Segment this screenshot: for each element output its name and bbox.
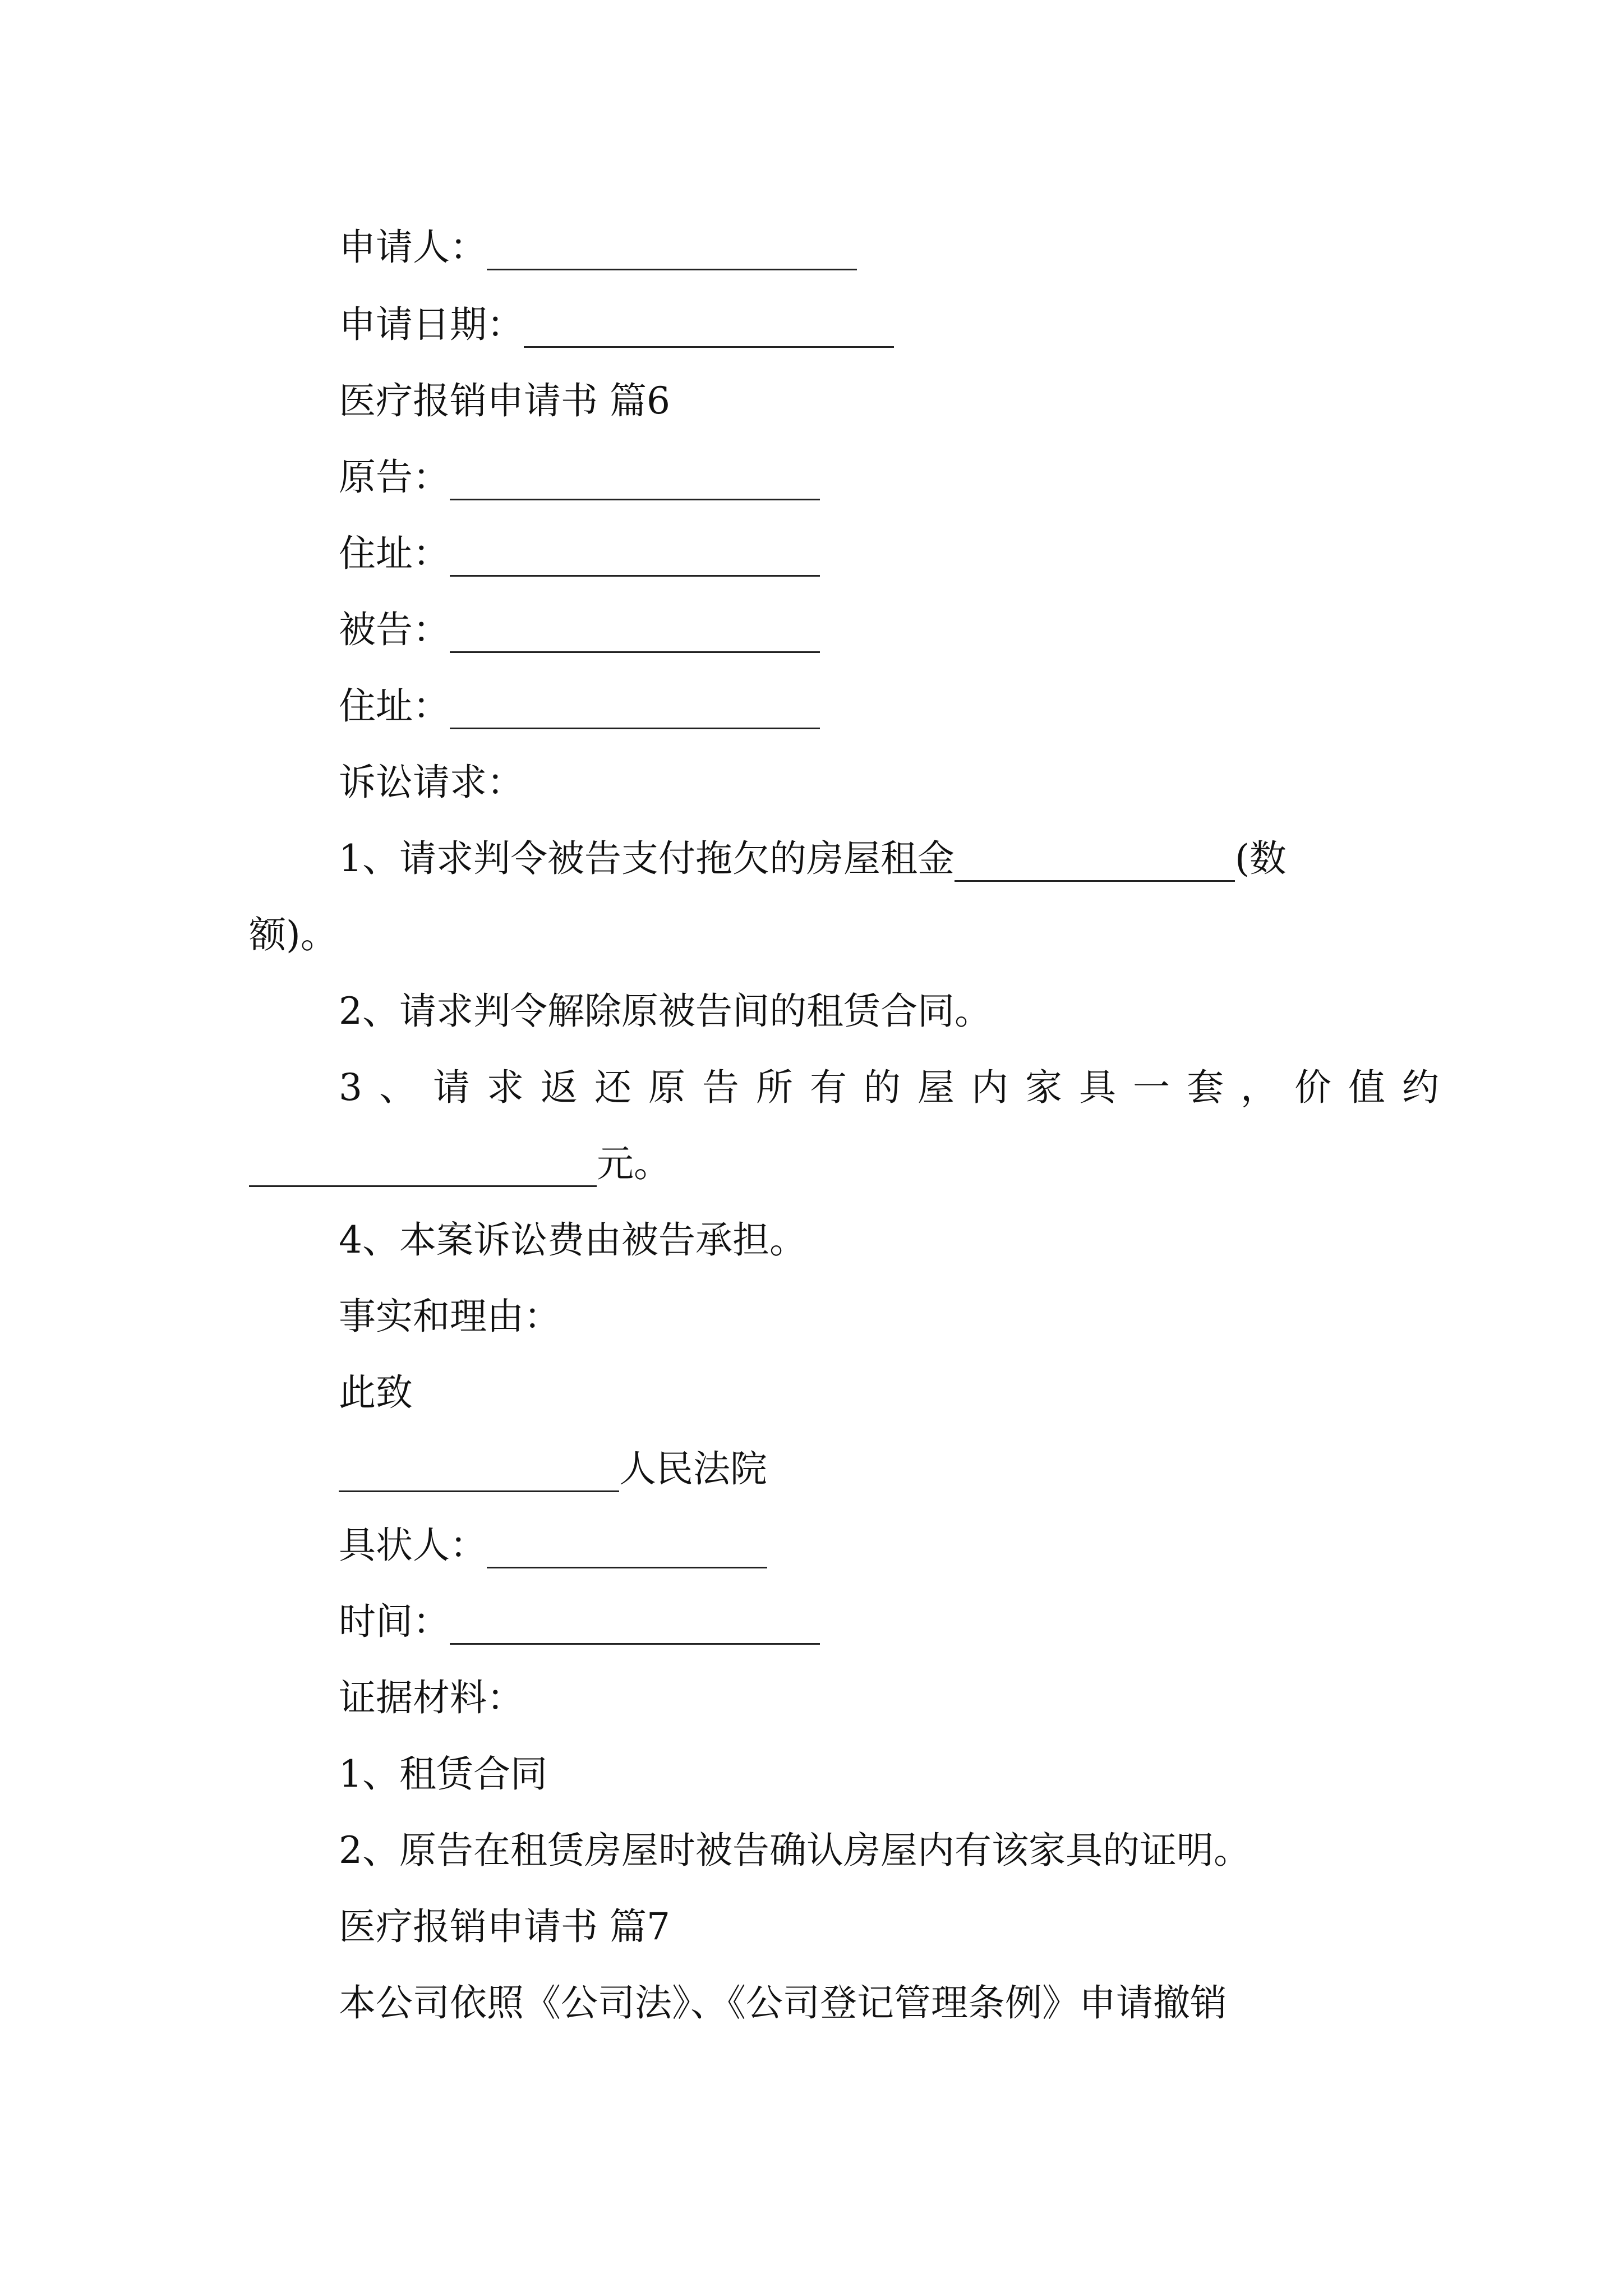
address2-blank[interactable] [450, 683, 820, 729]
address1-line [0, 523, 1623, 585]
apply-date-label: 申请日期： [339, 303, 524, 346]
facts-label: 事实和理由： [339, 1295, 561, 1338]
claim3-line [0, 1057, 1623, 1119]
court-suffix: 人民法院 [619, 1447, 767, 1490]
claim3-blank[interactable] [249, 1140, 597, 1187]
claim3-cont-text: 元。 [597, 1142, 671, 1185]
applicant-line [0, 217, 1623, 278]
plaintiff-label: 原告： [339, 455, 450, 499]
apply-date-blank[interactable] [524, 301, 894, 348]
claim3-text: 3、请求返还原告所有的屋内家具一套，价值约 [339, 1066, 1456, 1109]
court-blank[interactable] [339, 1446, 619, 1492]
claim4-line: 4、本案诉讼费由被告承担。 [339, 1218, 806, 1262]
claim1-blank[interactable] [955, 835, 1235, 882]
evidence-item-1: 1、租赁合同 [339, 1752, 547, 1796]
filer-label: 具状人： [339, 1524, 487, 1567]
claim1-line [0, 828, 1623, 890]
time-line [0, 1591, 1623, 1653]
plaintiff-blank[interactable] [450, 454, 820, 500]
section6-title: 医疗报销申请书 篇6 [339, 379, 670, 422]
claim1-text: 1、请求判令被告支付拖欠的房屋租金 [339, 837, 955, 880]
claim1-suffix: (数 [1235, 837, 1287, 880]
defendant-label: 被告： [339, 608, 450, 651]
applicant-blank[interactable] [487, 224, 857, 270]
section7-title: 医疗报销申请书 篇7 [339, 1905, 670, 1948]
evidence-item-2: 2、原告在租赁房屋时被告确认房屋内有该家具的证明。 [339, 1829, 1251, 1872]
section7-text: 本公司依照《公司法》、《公司登记管理条例》申请撤销 [339, 1981, 1227, 2024]
claim3-continuation [0, 1133, 1623, 1195]
time-label: 时间： [339, 1600, 450, 1643]
defendant-blank[interactable] [450, 606, 820, 653]
applicant-label: 申请人： [339, 226, 487, 269]
address1-label: 住址： [339, 532, 450, 575]
evidence-label: 证据材料： [339, 1676, 524, 1719]
address1-blank[interactable] [450, 530, 820, 577]
filer-line [0, 1515, 1623, 1576]
apply-date-line [0, 294, 1623, 356]
plaintiff-line [0, 447, 1623, 508]
claims-label: 诉讼请求： [339, 761, 524, 804]
filer-blank[interactable] [487, 1522, 767, 1568]
court-line [0, 1438, 1623, 1500]
address2-label: 住址： [339, 684, 450, 728]
address2-line [0, 675, 1623, 737]
claim1-continuation: 额)。 [249, 913, 338, 956]
time-blank[interactable] [450, 1598, 820, 1645]
claim2-line: 2、请求判令解除原被告间的租赁合同。 [339, 990, 992, 1033]
defendant-line [0, 599, 1623, 661]
salutation: 此致 [339, 1371, 413, 1414]
